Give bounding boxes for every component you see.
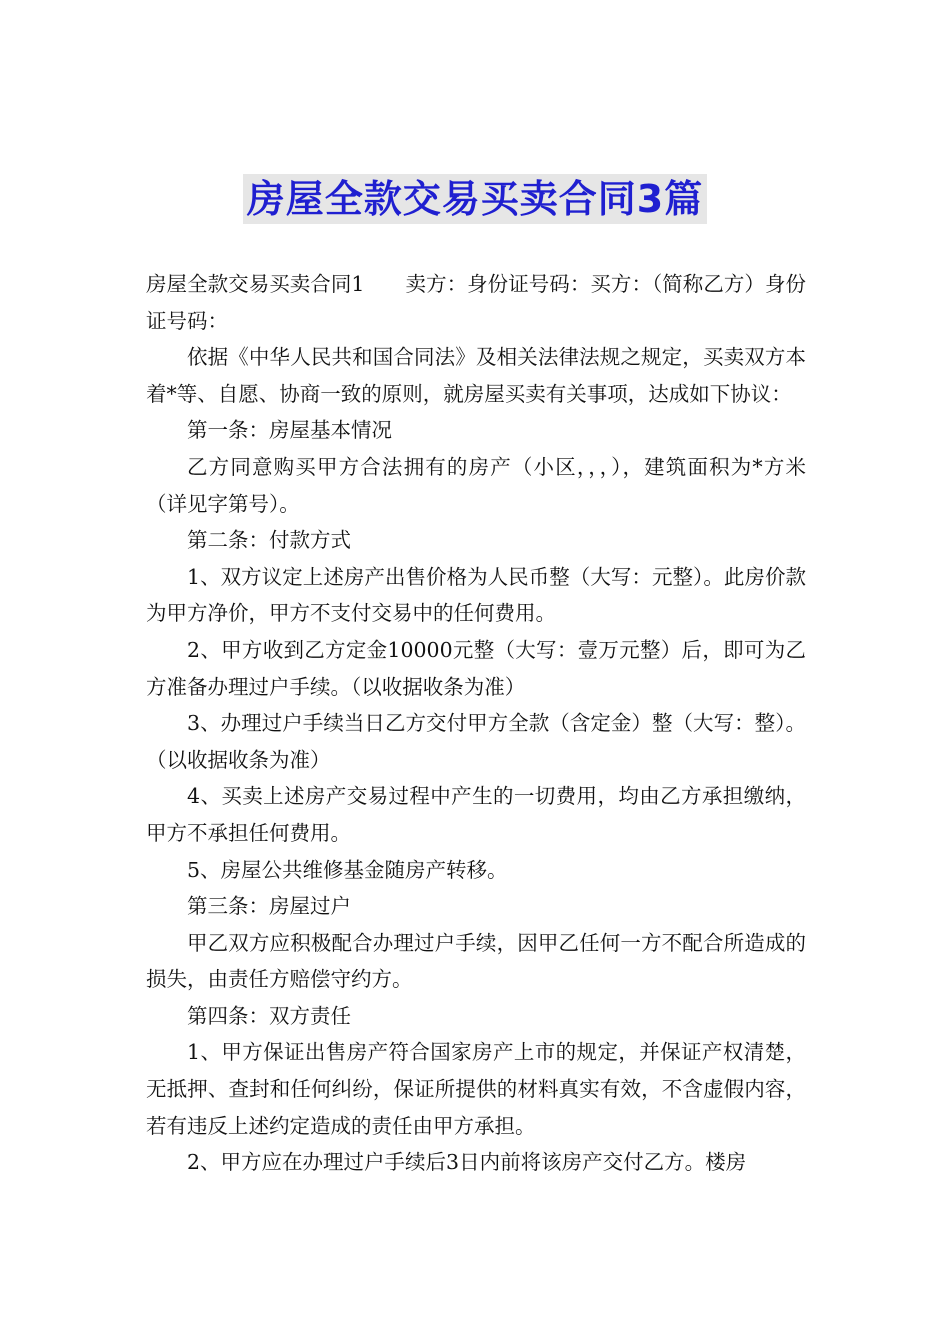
clause-item: 2、甲方收到乙方定金10000元整（大写：壹万元整）后，即可为乙方准备办理过户手续。（以收据收条为准）: [146, 637, 806, 699]
document-body: [146, 266, 806, 1181]
section-heading-2: 第二条：付款方式: [187, 528, 351, 553]
clause-item: 5、房屋公共维修基金随房产转移。: [187, 857, 508, 882]
paragraph: 甲乙双方应积极配合办理过户手续，因甲乙任何一方不配合所造成的损失，由责任方赔偿守约方。: [146, 930, 806, 992]
title-container: [0, 174, 950, 224]
section-heading-3: 第三条：房屋过户: [187, 894, 351, 919]
section-heading-1: 第一条：房屋基本情况: [187, 418, 392, 443]
paragraph: 依据《中华人民共和国合同法》及相关法律法规之规定，买卖双方本着*等、自愿、协商一致的原则，就房屋买卖有关事项，达成如下协议：: [146, 345, 806, 406]
intro-paragraph: 房屋全款交易买卖合同1 卖方：身份证号码：买方：（简称乙方）身份证号码：: [146, 272, 806, 333]
clause-item: 4、买卖上述房产交易过程中产生的一切费用，均由乙方承担缴纳，甲方不承担任何费用。: [146, 784, 806, 845]
clause-item: 3、办理过户手续当日乙方交付甲方全款（含定金）整（大写：整）。（以收据收条为准）: [146, 711, 806, 772]
paragraph: 乙方同意购买甲方合法拥有的房产（小区，，，），建筑面积为*方米（详见字第号）。: [146, 454, 806, 516]
clause-item: 1、双方议定上述房产出售价格为人民币整（大写：元整）。此房价款为甲方净价，甲方不支付交易中的任何费用。: [146, 564, 806, 626]
clause-item: 1、甲方保证出售房产符合国家房产上市的规定，并保证产权清楚，无抵押、查封和任何纠纷，保证所提供的材料真实有效，不含虚假内容，若有违反上述约定造成的责任由甲方承担。: [146, 1040, 806, 1138]
document-title: 房屋全款交易买卖合同3篇: [243, 174, 707, 224]
section-heading-4: 第四条：双方责任: [187, 1003, 351, 1028]
clause-item: 2、甲方应在办理过户手续后3日内前将该房产交付乙方。楼房: [187, 1150, 747, 1175]
